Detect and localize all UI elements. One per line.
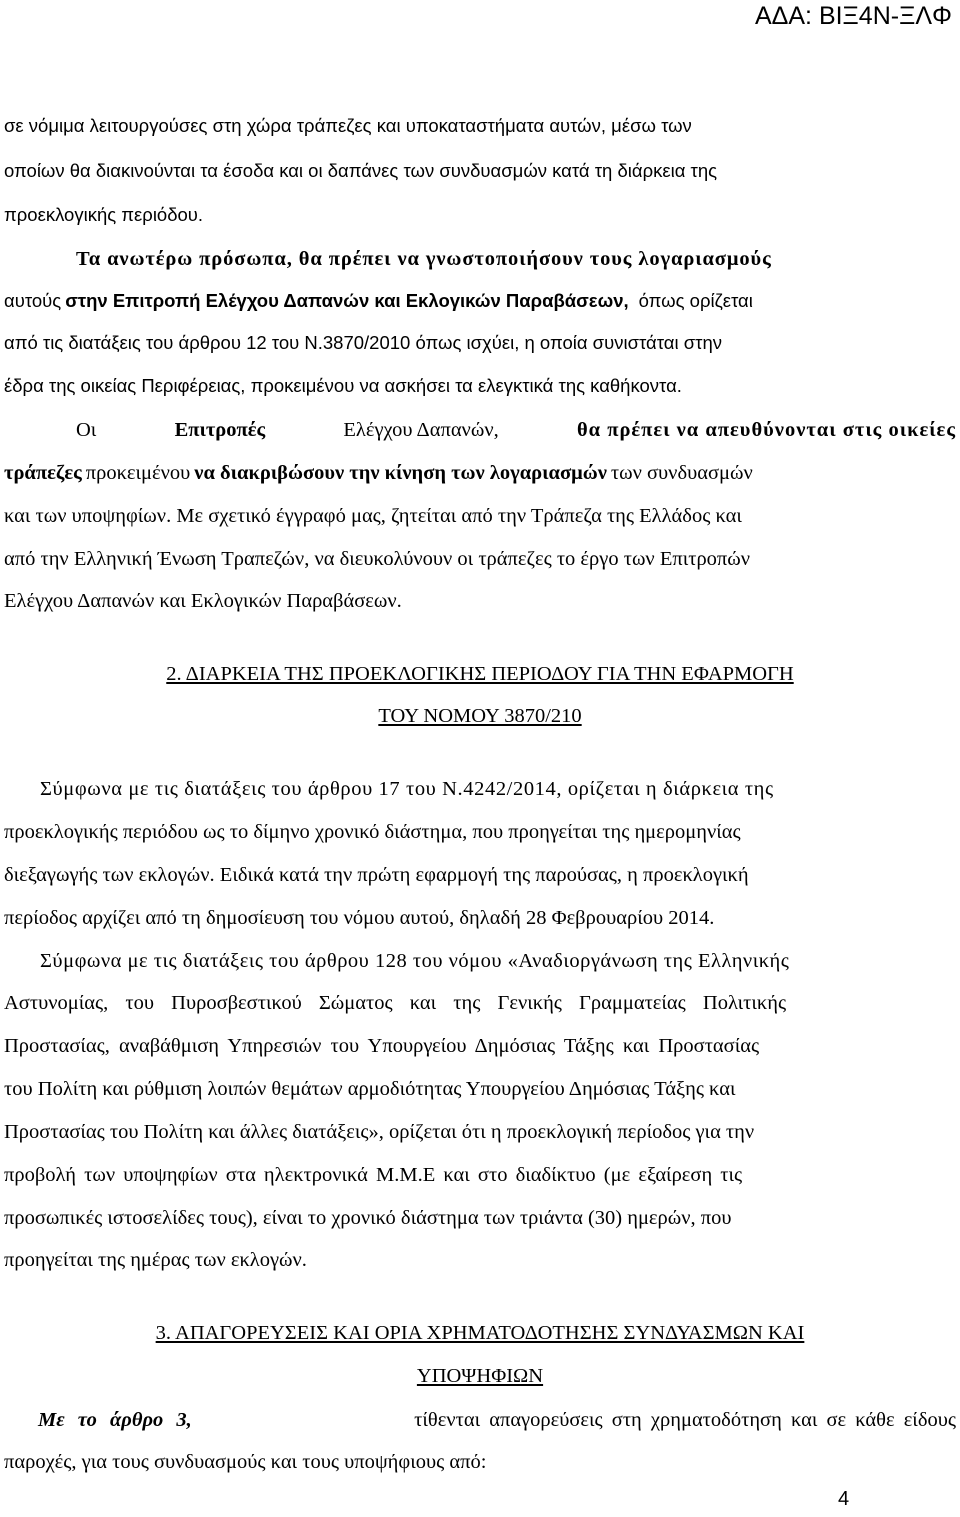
text-line <box>0 1410 960 1431</box>
text-run: οποίων θα διακινούνται τα έσοδα και οι δαπάνες των συνδυασμών κατά τη διάρκεια της <box>4 160 718 181</box>
text-line <box>0 865 960 886</box>
text-line <box>0 292 960 311</box>
text-run: Προστασίας, αναβάθμιση Υπηρεσιών του Υπουργείου Δημόσιας Τάξης και Προστασίας <box>4 1035 760 1057</box>
text-line <box>0 377 960 396</box>
ada-code: ΑΔΑ: ΒΙΞ4Ν-ΞΛΦ <box>755 2 952 30</box>
text-run: του Πολίτη και ρύθμιση λοιπών θεμάτων αρμοδιότητας Υπουργείου Δημόσιας Τάξης και <box>4 1078 736 1100</box>
section-heading <box>0 1323 960 1344</box>
text-line <box>0 1079 960 1100</box>
heading-text: 2. ΔΙΑΡΚΕΙΑ ΤΗΣ ΠΡΟΕΚΛΟΓΙΚΗΣ ΠΕΡΙΟΔΟΥ ΓΙΑ ΤΗΝ ΕΦΑΡΜΟΓΗ <box>166 663 794 685</box>
text-run: Ελέγχου Δαπανών και Εκλογικών Παραβάσεων. <box>4 590 402 612</box>
text-line <box>0 822 960 843</box>
text-run: από την Ελληνική Ένωση Τραπεζών, να διευκολύνουν οι τράπεζες το έργο των Επιτροπών <box>4 548 751 570</box>
text-run: από τις διατάξεις του άρθρου 12 του Ν.3870/2010 όπως ισχύει, η οποία συνιστάται στην <box>4 332 722 353</box>
text-line <box>0 162 960 181</box>
text-run: Οι <box>76 419 97 441</box>
text-line <box>0 206 960 225</box>
text-run: προεκλογικής περιόδου. <box>4 204 204 225</box>
text-line <box>0 1250 960 1271</box>
text-line <box>0 334 960 353</box>
text-run: και των υποψηφίων. Με σχετικό έγγραφό μας, ζητείται από την Τράπεζα της Ελλάδος και <box>4 505 742 527</box>
text-line <box>0 1122 960 1143</box>
text-run: προηγείται της ημέρας των εκλογών. <box>4 1249 307 1271</box>
text-run: Σύμφωνα με τις διατάξεις του άρθρου 128 του νόμου «Αναδιοργάνωση της Ελληνικής <box>40 950 790 972</box>
section-heading <box>0 1366 960 1387</box>
text-line <box>0 1452 960 1473</box>
text-line <box>0 908 960 929</box>
heading-text: ΥΠΟΨΗΦΙΩΝ <box>416 1365 544 1387</box>
section-heading <box>0 664 960 685</box>
bold-run: τράπεζες <box>4 462 82 484</box>
text-run: αυτούς <box>4 290 62 311</box>
text-line <box>0 993 960 1014</box>
text-line <box>0 249 940 270</box>
section-heading <box>0 706 960 727</box>
text-run: Ελέγχου Δαπανών, <box>343 419 499 441</box>
heading-text: ΤΟΥ ΝΟΜΟΥ 3870/210 <box>378 705 582 727</box>
text-line <box>0 420 960 441</box>
text-line <box>0 1165 960 1186</box>
bold-run: να διακριβώσουν την κίνηση των λογαριασμών <box>194 462 607 484</box>
text-line <box>0 591 960 612</box>
text-run: Σύμφωνα με τις διατάξεις του άρθρου 17 του Ν.4242/2014, ορίζεται η διάρκεια της <box>40 778 774 800</box>
text-run: προσωπικές ιστοσελίδες τους), είναι το χρονικό διάστημα των τριάντα (30) ημερών, που <box>4 1207 732 1229</box>
text-line <box>0 951 960 972</box>
text-line <box>0 117 960 136</box>
bold-run: θα πρέπει να απευθύνονται στις οικείες <box>576 419 956 441</box>
text-run: σε νόμιμα λειτουργούσες στη χώρα τράπεζες και υποκαταστήματα αυτών, μέσω των <box>4 115 692 136</box>
text-run: προκειμένου <box>85 462 191 484</box>
text-run: Τα ανωτέρω πρόσωπα, θα πρέπει να γνωστοποιήσουν τους λογαριασμούς <box>76 248 772 270</box>
text-run: όπως ορίζεται <box>638 290 753 311</box>
text-run: διεξαγωγής των εκλογών. Ειδικά κατά την πρώτη εφαρμογή της παρούσας, η προεκλογική <box>4 864 749 886</box>
text-run: των συνδυασμών <box>610 462 753 484</box>
text-run: παροχές, για τους συνδυασμούς και τους υποψήφιους από: <box>4 1451 487 1473</box>
text-line <box>0 779 960 800</box>
text-line <box>0 1208 960 1229</box>
bold-italic-run: Με το άρθρο 3, <box>38 1409 192 1431</box>
text-run: περίοδος αρχίζει από τη δημοσίευση του νόμου αυτού, δηλαδή 28 Φεβρουαρίου 2014. <box>4 907 715 929</box>
text-line <box>0 506 960 527</box>
heading-text: 3. ΑΠΑΓΟΡΕΥΣΕΙΣ ΚΑΙ ΟΡΙΑ ΧΡΗΜΑΤΟΔΟΤΗΣΗΣ ΣΥΝΔΥΑΣΜΩΝ ΚΑΙ <box>155 1322 805 1344</box>
text-run: τίθενται απαγορεύσεις στη χρηματοδότηση και σε κάθε είδους <box>414 1409 956 1431</box>
text-line <box>0 549 960 570</box>
text-run: Αστυνομίας, του Πυροσβεστικού Σώματος και της Γενικής Γραμματείας Πολιτικής <box>4 992 787 1014</box>
text-run: έδρα της οικείας Περιφέρειας, προκειμένου να ασκήσει τα ελεγκτικά της καθήκοντα. <box>4 375 682 396</box>
text-run: προβολή των υποψηφίων στα ηλεκτρονικά Μ.Μ.Ε και στο διαδίκτυο (με εξαίρεση τις <box>4 1164 743 1186</box>
page-number: 4 <box>838 1488 850 1510</box>
bold-run: Επιτροπές <box>174 419 266 441</box>
text-line <box>0 1036 960 1057</box>
bold-run: στην Επιτροπή Ελέγχου Δαπανών και Εκλογικών Παραβάσεων, <box>65 290 629 311</box>
text-run: προεκλογικής περιόδου ως το δίμηνο χρονικό διάστημα, που προηγείται της ημερομηνίας <box>4 821 741 843</box>
text-run: Προστασίας του Πολίτη και άλλες διατάξεις», ορίζεται ότι η προεκλογική περίοδος για την <box>4 1121 755 1143</box>
text-line <box>0 463 960 484</box>
